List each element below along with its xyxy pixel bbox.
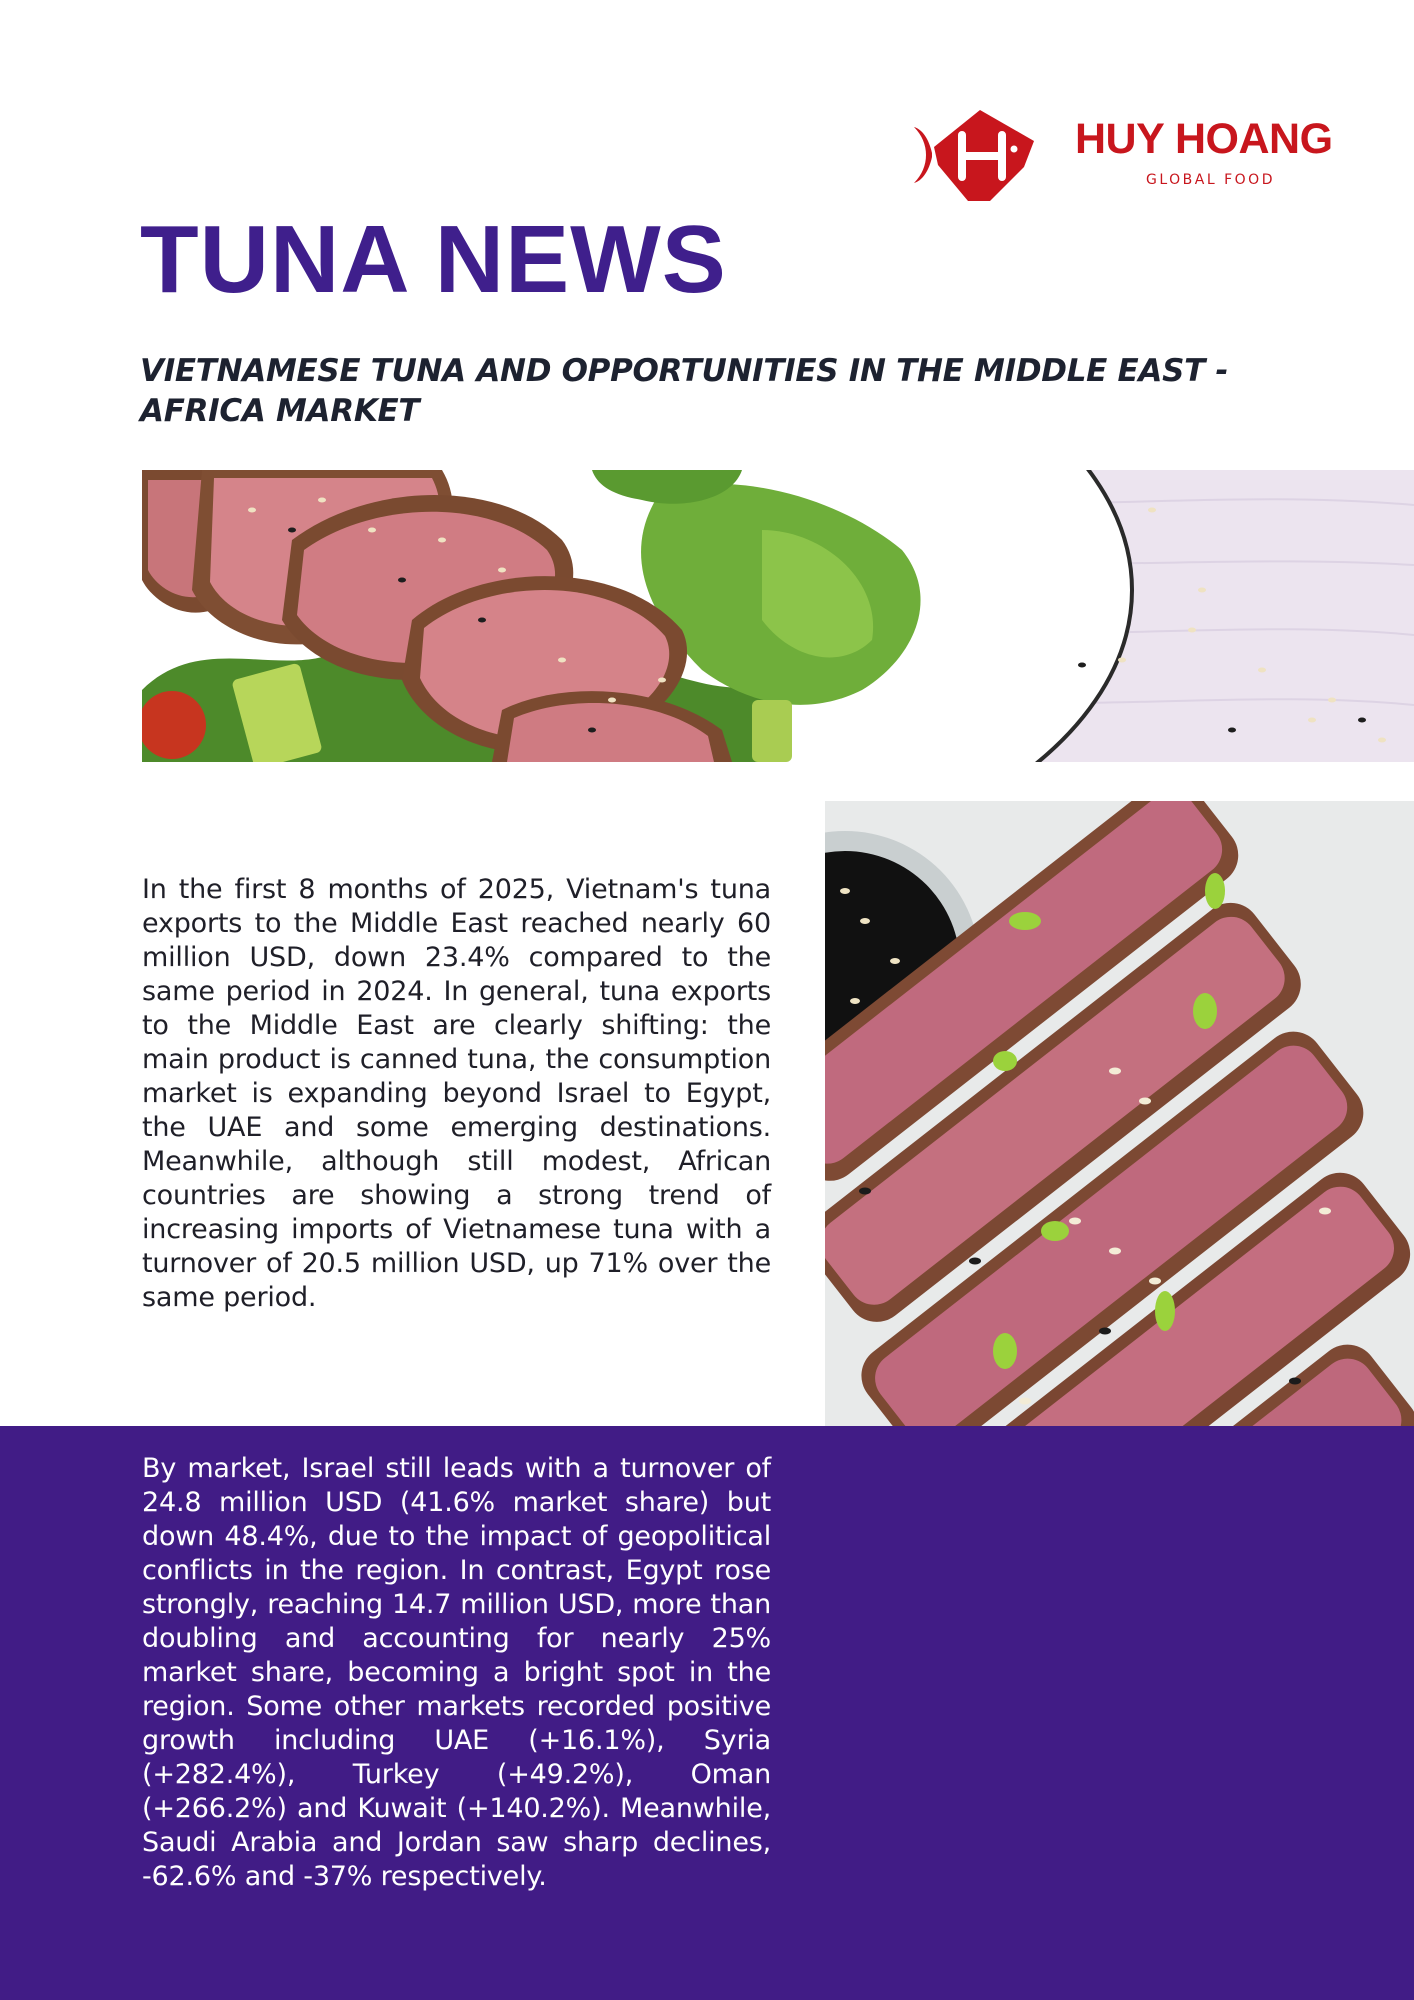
brand-name: HUY HOANG [1075,115,1333,163]
body-paragraph-1: In the first 8 months of 2025, Vietnam's tuna exports to the Middle East reached nearly 60 million USD, down 23.4% compared to the same period in 2024. In general, tuna exports to the Middle East are clearly shifting: the main product is canned tuna, the consumption market is expanding beyond Israel to Egypt, the UAE and some emerging destinations. Meanwhile, although still modest, African countries are showing a strong trend of increasing imports of Vietnamese tuna with a turnover of 20.5 million USD, up 71% over the same period. [142,874,771,1313]
brand-logo [912,105,1352,205]
page-title: TUNA NEWS [140,206,727,313]
tuna-salad-photo [142,470,1414,762]
article-subtitle: VIETNAMESE TUNA AND OPPORTUNITIES IN THE MIDDLE EAST - AFRICA MARKET [140,353,1229,429]
fish-logo-icon [912,105,1042,205]
body-paragraph-2: By market, Israel still leads with a turnover of 24.8 million USD (41.6% market share) but down 48.4%, due to the impact of geopolitical conflicts in the region. In contrast, Egypt rose strongly, reaching 14.7 million USD, more than doubling and accounting for nearly 25% market share, becoming a bright spot in the region. Some other markets recorded positive growth including UAE (+16.1%), Syria (+282.4%), Turkey (+49.2%), Oman (+266.2%) and Kuwait (+140.2%). Meanwhile, Saudi Arabia and Jordan saw sharp declines, -62.6% and -37% respectively. [142,1453,771,1892]
brand-tagline: GLOBAL FOOD [1146,172,1275,188]
banner-image [142,470,1414,762]
